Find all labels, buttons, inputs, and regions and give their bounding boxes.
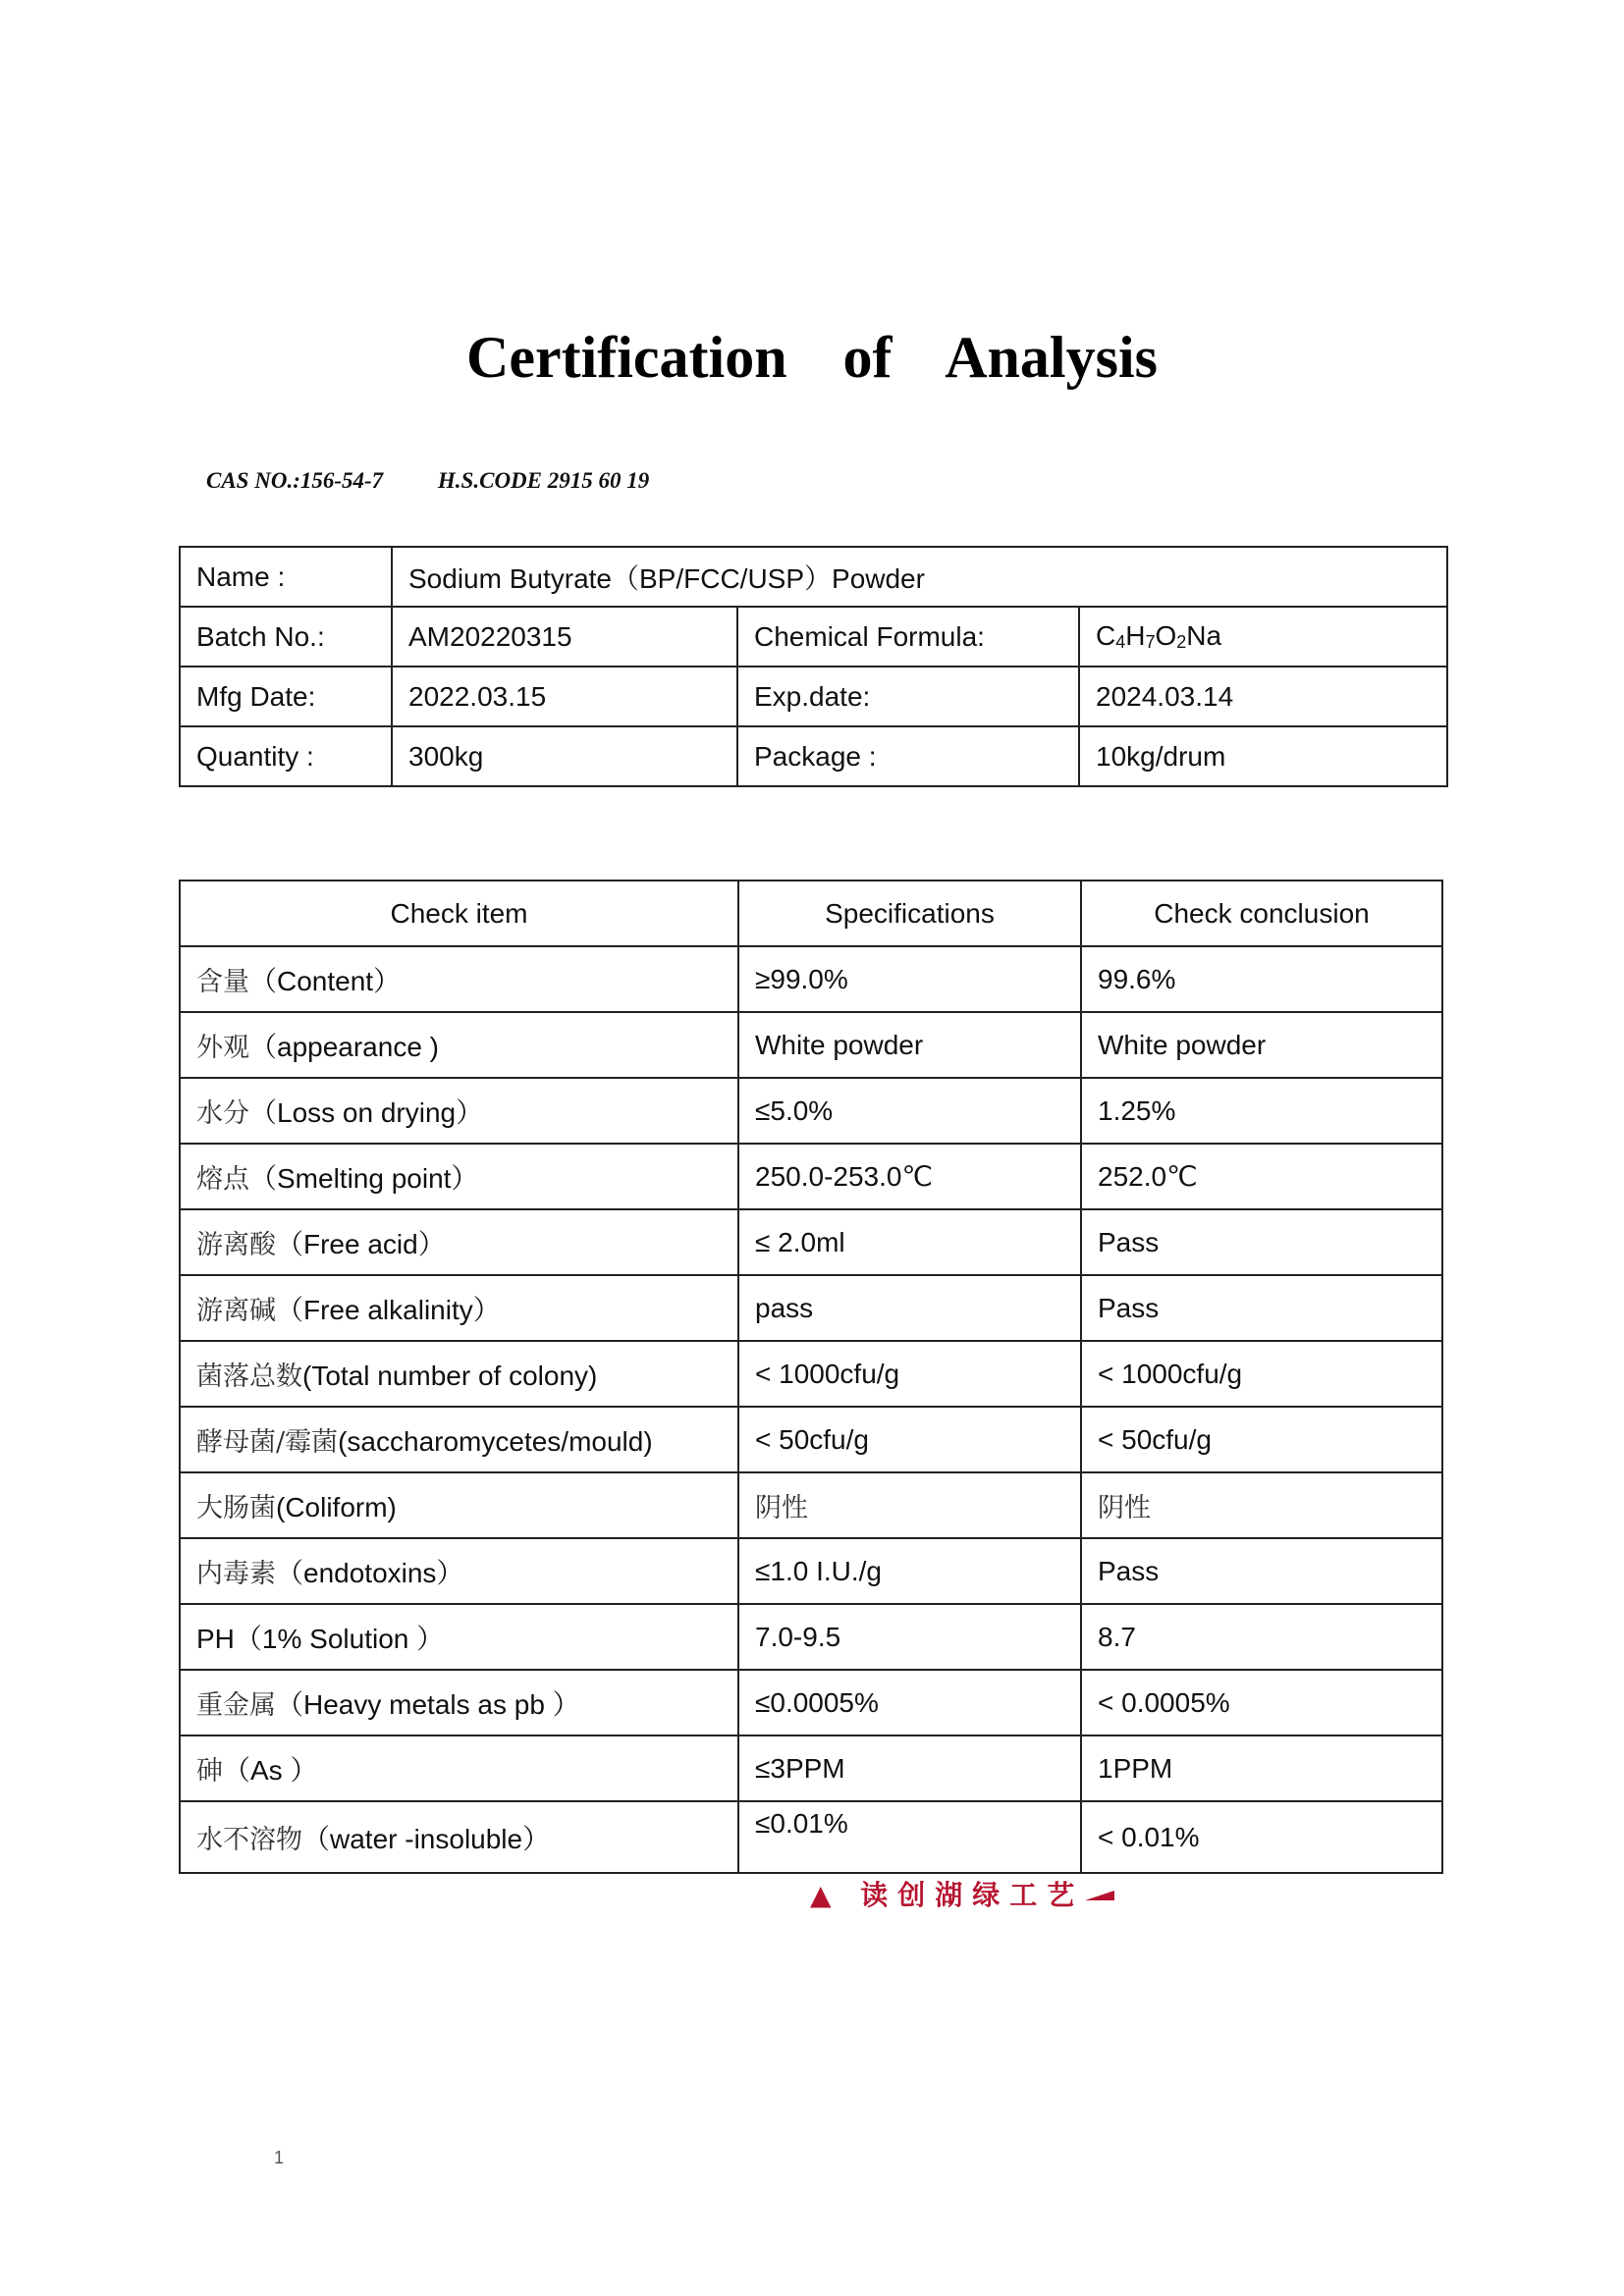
check-conclusion: Pass bbox=[1081, 1538, 1442, 1604]
package-label: Package : bbox=[737, 726, 1079, 786]
check-conclusion: 阴性 bbox=[1081, 1472, 1442, 1538]
check-conclusion: < 0.0005% bbox=[1081, 1670, 1442, 1735]
check-conclusion: 1.25% bbox=[1081, 1078, 1442, 1144]
header-check-conclusion: Check conclusion bbox=[1081, 881, 1442, 946]
check-item-en: （Content） bbox=[249, 965, 402, 996]
header-check-item: Check item bbox=[180, 881, 738, 946]
analysis-row bbox=[180, 1472, 1442, 1538]
check-item-cn: 内毒素 bbox=[196, 1558, 276, 1589]
check-item-cn: 游离碱 bbox=[196, 1295, 276, 1326]
check-item-en: （Smelting point） bbox=[249, 1162, 479, 1194]
check-conclusion: 8.7 bbox=[1081, 1604, 1442, 1670]
check-item-cn: 熔点 bbox=[196, 1163, 249, 1195]
specification: < 1000cfu/g bbox=[738, 1341, 1081, 1407]
check-item-cn: 酵母菌/霉菌 bbox=[196, 1427, 339, 1458]
analysis-row bbox=[180, 1341, 1442, 1407]
specification: ≤ 2.0ml bbox=[738, 1209, 1081, 1275]
check-item bbox=[180, 1407, 738, 1472]
exp-label: Exp.date: bbox=[737, 667, 1079, 726]
hs-code: H.S.CODE 2915 60 19 bbox=[437, 468, 650, 493]
check-conclusion: 99.6% bbox=[1081, 946, 1442, 1012]
check-item-cn: 水不溶物 bbox=[196, 1824, 302, 1855]
batch-value: AM20220315 bbox=[392, 607, 737, 667]
check-item-cn: 游离酸 bbox=[196, 1229, 276, 1260]
cas-number: CAS NO.:156-54-7 bbox=[206, 468, 384, 493]
analysis-row bbox=[180, 1801, 1442, 1873]
check-item bbox=[180, 1801, 738, 1873]
check-item bbox=[180, 1341, 738, 1407]
check-item bbox=[180, 1275, 738, 1341]
check-conclusion: Pass bbox=[1081, 1209, 1442, 1275]
mfg-value: 2022.03.15 bbox=[392, 667, 737, 726]
analysis-header-row bbox=[180, 881, 1442, 946]
check-conclusion: White powder bbox=[1081, 1012, 1442, 1078]
check-item-en: (saccharomycetes/mould) bbox=[338, 1426, 653, 1457]
specification: ≥99.0% bbox=[738, 946, 1081, 1012]
formula-o: O bbox=[1155, 620, 1177, 651]
check-item bbox=[180, 1012, 738, 1078]
check-item-cn: 外观 bbox=[196, 1032, 249, 1063]
specification: < 50cfu/g bbox=[738, 1407, 1081, 1472]
analysis-row bbox=[180, 1144, 1442, 1209]
check-item-en: （Heavy metals as pb ） bbox=[276, 1688, 580, 1720]
check-item bbox=[180, 1472, 738, 1538]
check-conclusion: < 50cfu/g bbox=[1081, 1407, 1442, 1472]
specification: 250.0-253.0℃ bbox=[738, 1144, 1081, 1209]
check-item-en: （water -insoluble） bbox=[302, 1823, 551, 1854]
analysis-row bbox=[180, 1275, 1442, 1341]
check-conclusion: < 0.01% bbox=[1081, 1801, 1442, 1873]
analysis-row bbox=[180, 1012, 1442, 1078]
exp-value: 2024.03.14 bbox=[1079, 667, 1447, 726]
analysis-row bbox=[180, 1407, 1442, 1472]
formula-label: Chemical Formula: bbox=[737, 607, 1079, 667]
specification: 阴性 bbox=[738, 1472, 1081, 1538]
check-item-en: （1% Solution ） bbox=[234, 1623, 445, 1654]
specification: pass bbox=[738, 1275, 1081, 1341]
check-item-cn: 大肠菌 bbox=[196, 1493, 276, 1523]
specification: ≤3PPM bbox=[738, 1735, 1081, 1801]
info-row-name bbox=[180, 547, 1447, 607]
check-conclusion: Pass bbox=[1081, 1275, 1442, 1341]
check-item-cn: 砷 bbox=[196, 1755, 223, 1787]
specification: ≤5.0% bbox=[738, 1078, 1081, 1144]
check-item-cn: 水分 bbox=[196, 1097, 249, 1129]
formula-h-count: 7 bbox=[1145, 632, 1156, 652]
formula-h: H bbox=[1125, 620, 1146, 651]
check-item bbox=[180, 1538, 738, 1604]
info-row-batch bbox=[180, 607, 1447, 667]
formula-value bbox=[1079, 607, 1447, 667]
formula-na: Na bbox=[1186, 620, 1222, 651]
check-item-cn: PH bbox=[196, 1623, 235, 1654]
name-label: Name : bbox=[180, 547, 392, 607]
analysis-row bbox=[180, 1604, 1442, 1670]
quantity-label: Quantity : bbox=[180, 726, 392, 786]
check-item-en: (Coliform) bbox=[276, 1492, 397, 1522]
check-item bbox=[180, 1604, 738, 1670]
check-item-cn: 菌落总数 bbox=[196, 1362, 302, 1392]
analysis-row bbox=[180, 1538, 1442, 1604]
check-item-en: （As ） bbox=[223, 1754, 318, 1786]
specification: White powder bbox=[738, 1012, 1081, 1078]
specification: ≤1.0 I.U./g bbox=[738, 1538, 1081, 1604]
check-conclusion: < 1000cfu/g bbox=[1081, 1341, 1442, 1407]
check-item-en: （Free alkalinity） bbox=[276, 1294, 501, 1325]
check-item bbox=[180, 1735, 738, 1801]
analysis-table bbox=[179, 880, 1443, 1874]
quantity-value: 300kg bbox=[392, 726, 737, 786]
analysis-row bbox=[180, 1670, 1442, 1735]
info-row-dates bbox=[180, 667, 1447, 726]
check-item-en: （Loss on drying） bbox=[249, 1096, 484, 1128]
check-item-cn: 重金属 bbox=[196, 1689, 276, 1721]
analysis-row bbox=[180, 1078, 1442, 1144]
formula-o-count: 2 bbox=[1176, 632, 1187, 652]
check-conclusion: 252.0℃ bbox=[1081, 1144, 1442, 1209]
check-item-en: （appearance ) bbox=[249, 1031, 440, 1062]
formula-c-count: 4 bbox=[1115, 632, 1126, 652]
stamp-text: ▲ 读创湖绿工艺 bbox=[810, 1879, 1085, 1911]
product-codes bbox=[206, 468, 649, 494]
header-specifications: Specifications bbox=[738, 881, 1081, 946]
info-row-quantity bbox=[180, 726, 1447, 786]
analysis-row bbox=[180, 1209, 1442, 1275]
page-number: 1 bbox=[274, 2148, 285, 2167]
check-item bbox=[180, 1078, 738, 1144]
name-value: Sodium Butyrate（BP/FCC/USP）Powder bbox=[392, 547, 1447, 607]
check-item bbox=[180, 1144, 738, 1209]
analysis-row bbox=[180, 946, 1442, 1012]
specification: 7.0-9.5 bbox=[738, 1604, 1081, 1670]
formula-c: C bbox=[1096, 620, 1116, 651]
mfg-label: Mfg Date: bbox=[180, 667, 392, 726]
specification: ≤0.01% bbox=[738, 1801, 1081, 1873]
check-item bbox=[180, 1209, 738, 1275]
check-item-en: （Free acid） bbox=[276, 1228, 446, 1259]
document-title: Certification of Analysis bbox=[466, 325, 1158, 390]
check-item-cn: 含量 bbox=[196, 966, 249, 997]
check-item bbox=[180, 946, 738, 1012]
company-stamp-fragment bbox=[810, 1879, 1114, 1911]
check-conclusion: 1PPM bbox=[1081, 1735, 1442, 1801]
specification: ≤0.0005% bbox=[738, 1670, 1081, 1735]
batch-label: Batch No.: bbox=[180, 607, 392, 667]
stamp-edge bbox=[1085, 1891, 1114, 1900]
analysis-row bbox=[180, 1735, 1442, 1801]
check-item bbox=[180, 1670, 738, 1735]
product-info-table bbox=[179, 546, 1448, 787]
package-value: 10kg/drum bbox=[1079, 726, 1447, 786]
check-item-en: (Total number of colony) bbox=[302, 1361, 598, 1391]
check-item-en: （endotoxins） bbox=[276, 1557, 464, 1588]
